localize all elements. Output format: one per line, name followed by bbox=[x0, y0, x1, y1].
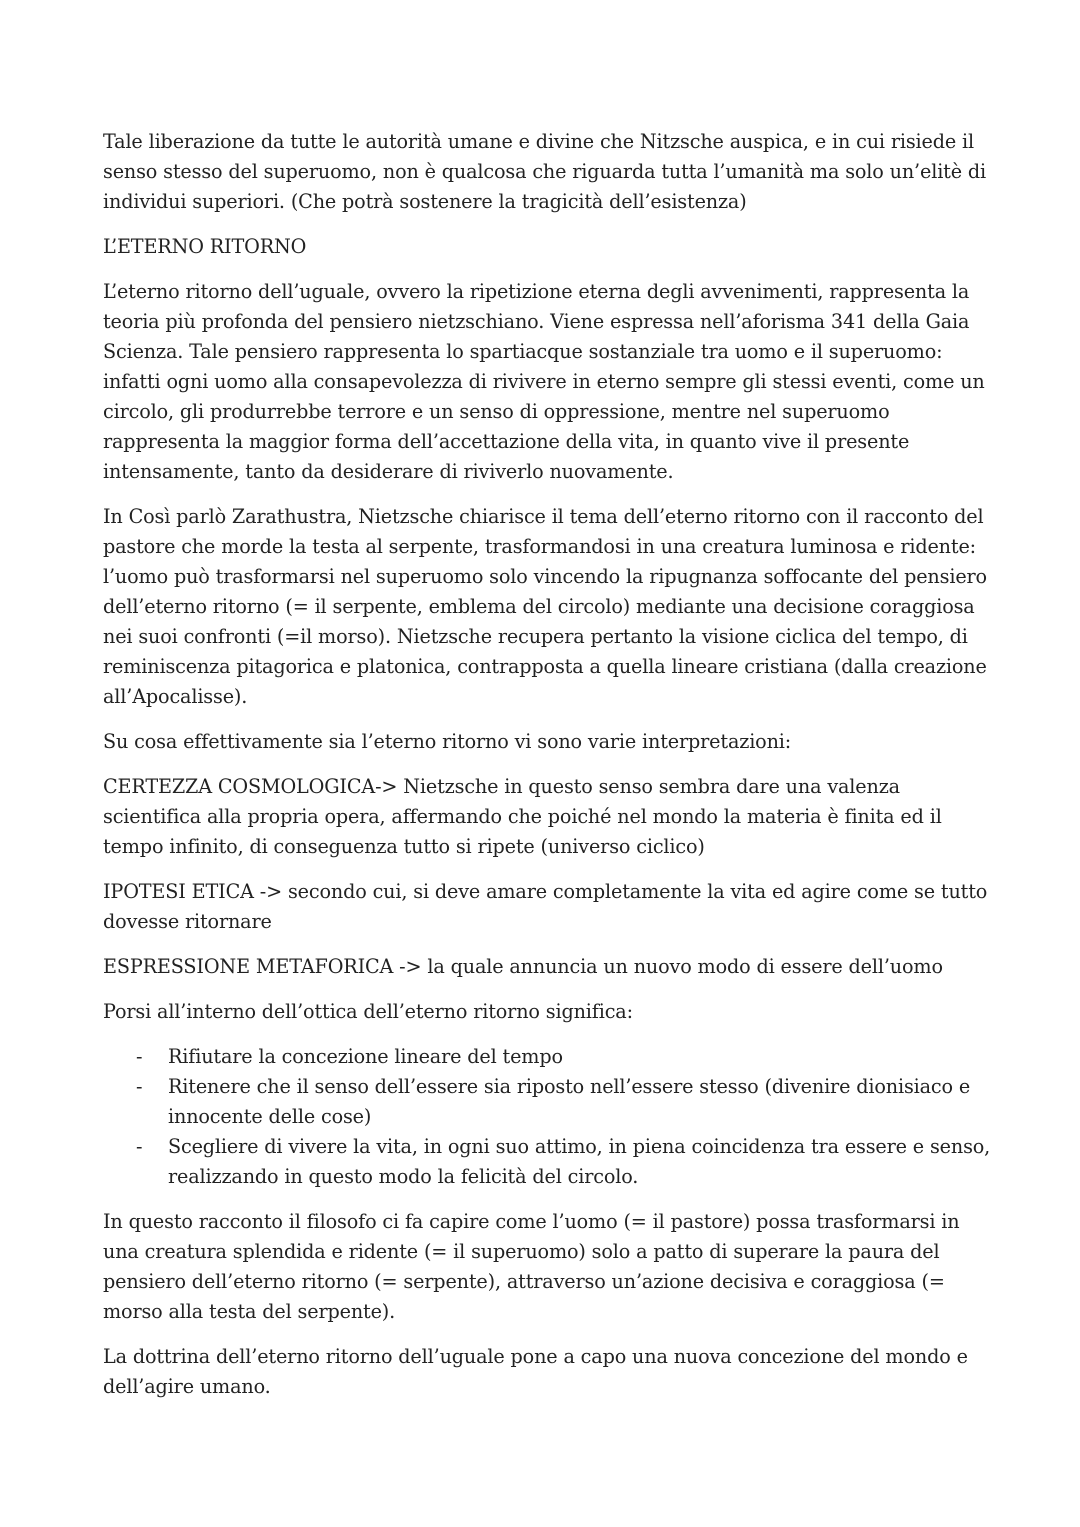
list-item-text: Ritenere che il senso dell’essere sia riposto nell’essere stesso (divenire dionisiaco e innocente delle cose) bbox=[168, 1075, 971, 1128]
list-item bbox=[103, 1132, 993, 1192]
paragraph-interpretations: Su cosa effettivamente sia l’eterno ritorno vi sono varie interpretazioni: bbox=[103, 730, 792, 753]
paragraph-meaning-intro: Porsi all’interno dell’ottica dell’eterno ritorno significa: bbox=[103, 1000, 633, 1023]
list-item-text: Scegliere di vivere la vita, in ogni suo attimo, in piena coincidenza tra essere e senso, realizzando in questo modo la felicità del circolo. bbox=[168, 1135, 991, 1188]
paragraph-intro: Tale liberazione da tutte le autorità umane e divine che Nitzsche auspica, e in cui risiede il senso stesso del superuomo, non è qualcosa che riguarda tutta l’umanità ma solo un’elitè di individui superiori. (Che potrà sostenere la tragicità dell’esistenza) bbox=[103, 130, 987, 213]
list-item bbox=[103, 1072, 993, 1132]
paragraph-cosmological: CERTEZZA COSMOLOGICA-> Nietzsche in questo senso sembra dare una valenza scientifica alla propria opera, affermando che poiché nel mondo la materia è finita ed il tempo infinito, di conseguenza tutto si ripete (universo ciclico) bbox=[103, 775, 942, 858]
bullet-dash: - bbox=[136, 1135, 143, 1158]
bullet-list bbox=[103, 1042, 993, 1192]
list-item-text: Rifiutare la concezione lineare del tempo bbox=[168, 1045, 563, 1068]
bullet-dash: - bbox=[136, 1075, 143, 1098]
paragraph-conclusion: La dottrina dell’eterno ritorno dell’uguale pone a capo una nuova concezione del mondo e dell’agire umano. bbox=[103, 1345, 968, 1398]
document-page bbox=[103, 127, 993, 1417]
bullet-dash: - bbox=[136, 1045, 143, 1068]
paragraph-ethical: IPOTESI ETICA -> secondo cui, si deve amare completamente la vita ed agire come se tutto dovesse ritornare bbox=[103, 880, 988, 933]
paragraph-eternal-return: L’eterno ritorno dell’uguale, ovvero la ripetizione eterna degli avvenimenti, rappresenta la teoria più profonda del pensiero nietzschiano. Viene espressa nell’aforisma 341 della Gaia Scienza. Tale pensiero rappresenta lo spartiacque sostanziale tra uomo e il superuomo: infatti ogni uomo alla consapevolezza di rivivere in eterno sempre gli stessi eventi, come un circolo, gli produrrebbe terrore e un senso di oppressione, mentre nel superuomo rappresenta la maggior forma dell’accettazione della vita, in quanto vive il presente intensamente, tanto da desiderare di riviverlo nuovamente. bbox=[103, 280, 985, 483]
paragraph-story-explanation: In questo racconto il filosofo ci fa capire come l’uomo (= il pastore) possa trasformarsi in una creatura splendida e ridente (= il superuomo) solo a patto di superare la paura del pensiero dell’eterno ritorno (= serpente), attraverso un’azione decisiva e coraggiosa (= morso alla testa del serpente). bbox=[103, 1210, 960, 1323]
list-item bbox=[103, 1042, 993, 1072]
paragraph-metaphorical: ESPRESSIONE METAFORICA -> la quale annuncia un nuovo modo di essere dell’uomo bbox=[103, 955, 943, 978]
paragraph-zarathustra: In Così parlò Zarathustra, Nietzsche chiarisce il tema dell’eterno ritorno con il racconto del pastore che morde la testa al serpente, trasformandosi in una creatura luminosa e ridente: l’uomo può trasformarsi nel superuomo solo vincendo la ripugnanza soffocante del pensiero dell’eterno ritorno (= il serpente, emblema del circolo) mediante una decisione coraggiosa nei suoi confronti (=il morso). Nietzsche recupera pertanto la visione ciclica del tempo, di reminiscenza pitagorica e platonica, contrapposta a quella lineare cristiana (dalla creazione all’Apocalisse). bbox=[103, 505, 987, 708]
section-heading: L’ETERNO RITORNO bbox=[103, 235, 307, 258]
